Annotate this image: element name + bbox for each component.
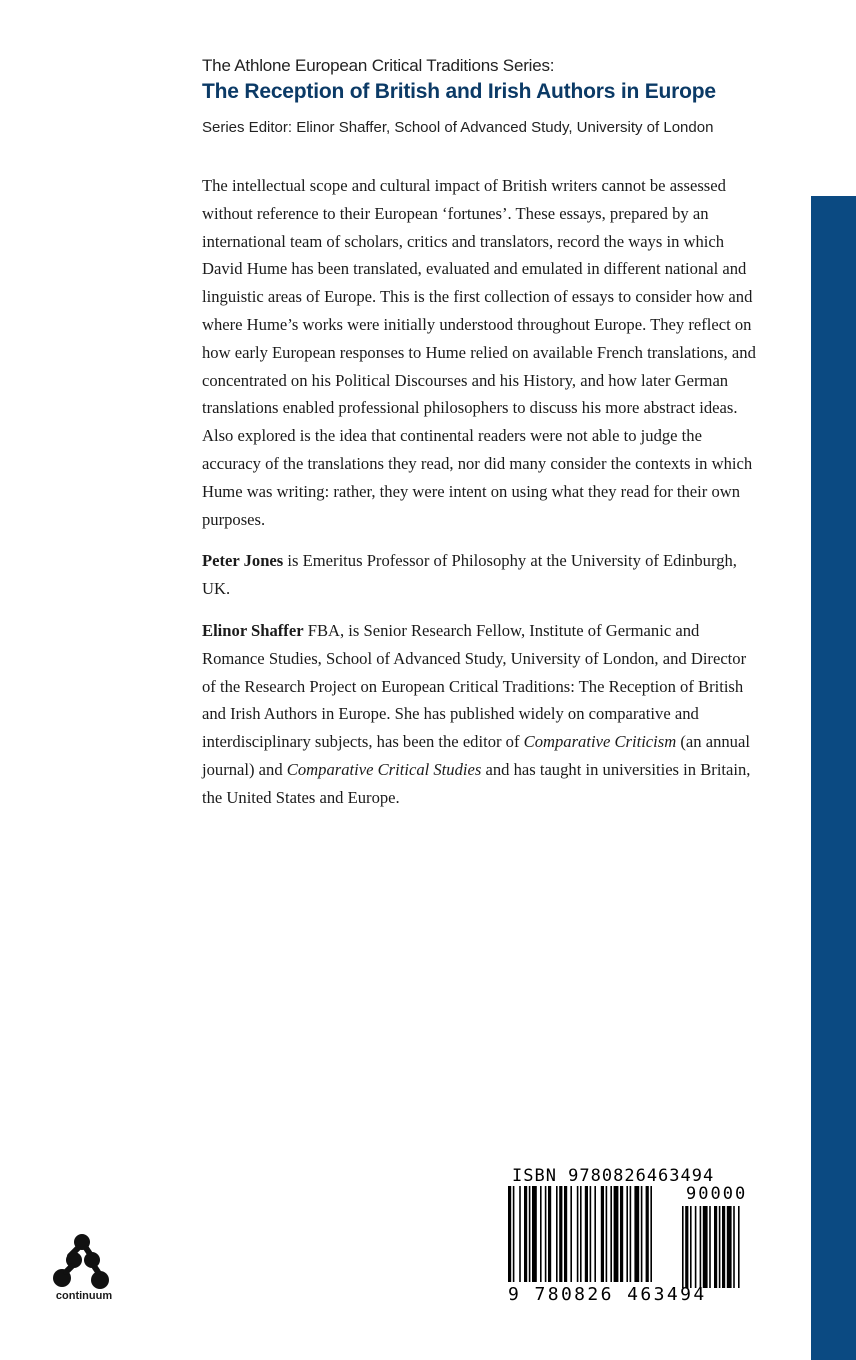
barcode-bar xyxy=(570,1186,572,1282)
barcode-bar xyxy=(513,1186,515,1282)
barcode-bar xyxy=(641,1186,643,1282)
barcode-bar xyxy=(529,1186,531,1282)
barcode-bar xyxy=(564,1186,567,1282)
bio-name: Elinor Shaffer xyxy=(202,620,304,640)
price-code: 90000 xyxy=(686,1184,748,1204)
spine-color-band xyxy=(811,196,856,1360)
isbn-label: ISBN 9780826463494 xyxy=(512,1166,715,1186)
addon-bar xyxy=(695,1206,697,1288)
barcode-bar xyxy=(630,1186,632,1282)
barcode-bar xyxy=(545,1186,547,1282)
barcode-bar xyxy=(634,1186,639,1282)
addon-bar xyxy=(703,1206,708,1288)
series-line: The Athlone European Critical Traditions Series: xyxy=(202,56,555,75)
series-header xyxy=(202,56,802,136)
barcode-bar xyxy=(532,1186,537,1282)
addon-bar xyxy=(719,1206,721,1288)
barcode-bar xyxy=(556,1186,558,1282)
addon-bar xyxy=(722,1206,725,1288)
back-cover-text xyxy=(202,172,762,826)
barcode-bar xyxy=(508,1186,511,1282)
journal-title: Comparative Critical Studies xyxy=(286,759,482,779)
barcode-bar xyxy=(646,1186,649,1282)
barcode-bar xyxy=(577,1186,579,1282)
barcode-bar xyxy=(614,1186,619,1282)
addon-bar xyxy=(709,1206,711,1288)
addon-bar xyxy=(685,1206,688,1288)
bio-name: Peter Jones xyxy=(202,551,284,571)
addon-bar xyxy=(682,1206,684,1288)
barcode-bar xyxy=(594,1186,596,1282)
bio-elinor-shaffer xyxy=(202,617,762,812)
bio-text: FBA, is Senior Research Fellow, Institute of Germanic and Romance Studies, School of Advanced Study, University of London, and Director of the Research Project on European Critical Traditions: The Reception of British and Irish Authors in Europe. She has published widely on comparative and interdisciplinary subjects, has been the editor of xyxy=(202,620,747,752)
barcode-bar xyxy=(524,1186,527,1282)
addon-bar xyxy=(700,1206,702,1288)
addon-bar xyxy=(714,1206,717,1288)
barcode-bar xyxy=(601,1186,604,1282)
barcode-bar xyxy=(580,1186,582,1282)
blurb-paragraph: The intellectual scope and cultural impact of British writers cannot be assessed without reference to their European ‘fortunes’. These essays, prepared by an international team of scholars, critics and translators, record the ways in which David Hume has been translated, evaluated and emulated in different national and linguistic areas of Europe. This is the first collection of essays to consider how and where Hume’s works were initially understood throughout Europe. They reflect on how early European responses to Hume relied on available French translations, and concentrated on his Political Discourses and his History, and how later German translations enabled professional philosophers to discuss his more abstract ideas. Also explored is the idea that continental readers were not able to judge the accuracy of the translations they read, nor did many consider the contexts in which Hume was writing: rather, they were intent on using what they read for their own purposes. xyxy=(202,176,756,529)
barcode-bar xyxy=(559,1186,562,1282)
addon-bar xyxy=(690,1206,692,1288)
addon-bar xyxy=(738,1206,740,1288)
journal-title: Comparative Criticism xyxy=(523,732,677,752)
barcode-bar xyxy=(540,1186,542,1282)
barcode-bar xyxy=(610,1186,612,1282)
barcode-bar xyxy=(548,1186,551,1282)
publisher-name: continuum xyxy=(55,1290,113,1302)
barcode-bar xyxy=(606,1186,608,1282)
series-title: The Reception of British and Irish Authors in Europe xyxy=(202,80,716,103)
addon-bar xyxy=(733,1206,735,1288)
ean-digits: 9 780826 463494 xyxy=(508,1284,707,1305)
barcode-bar xyxy=(626,1186,628,1282)
bio-text: and has taught in universities in Britain, the United States and Europe. xyxy=(202,759,751,807)
barcode-bar xyxy=(519,1186,521,1282)
series-editor: Series Editor: Elinor Shaffer, School of Advanced Study, University of London xyxy=(202,119,714,136)
bio-peter-jones xyxy=(202,547,762,603)
barcode-bar xyxy=(620,1186,623,1282)
bio-text: (an annual journal) and xyxy=(202,732,750,779)
addon-bar xyxy=(727,1206,732,1288)
barcode-bar xyxy=(585,1186,588,1282)
barcode-bar xyxy=(650,1186,652,1282)
barcode-bar xyxy=(590,1186,592,1282)
bio-text: is Emeritus Professor of Philosophy at the University of Edinburgh, UK. xyxy=(202,551,737,599)
